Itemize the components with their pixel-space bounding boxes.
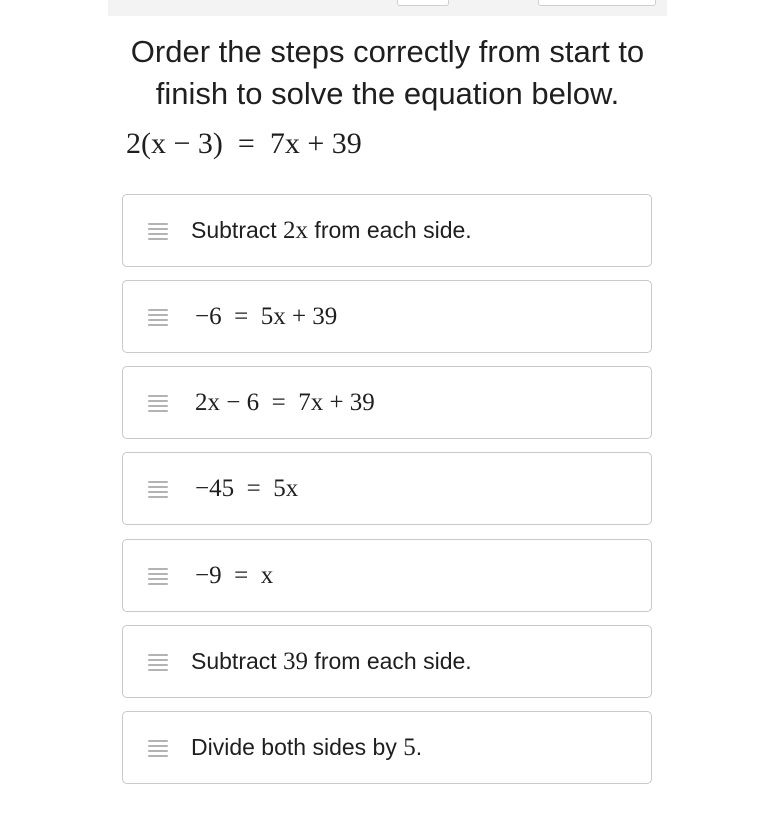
step-text bbox=[191, 195, 472, 266]
step-text bbox=[195, 453, 298, 524]
drag-handle-icon[interactable] bbox=[148, 740, 168, 757]
drag-handle-icon[interactable] bbox=[148, 223, 168, 240]
step-text-suffix: from each side. bbox=[308, 648, 472, 674]
step-math: 5 bbox=[403, 733, 416, 761]
step-text-prefix: Divide both sides by bbox=[191, 734, 404, 760]
step-card[interactable] bbox=[122, 452, 652, 525]
step-card[interactable] bbox=[122, 366, 652, 439]
step-text-prefix: Subtract bbox=[191, 648, 284, 674]
step-math: 2x bbox=[283, 216, 309, 244]
step-math: −6 = 5x + 39 bbox=[195, 302, 338, 330]
step-math: 2x − 6 = 7x + 39 bbox=[195, 388, 375, 416]
step-text-suffix: from each side. bbox=[308, 217, 472, 243]
drag-handle-icon[interactable] bbox=[148, 481, 168, 498]
drag-handle-icon[interactable] bbox=[148, 654, 168, 671]
step-math: −9 = x bbox=[195, 561, 274, 589]
step-card[interactable] bbox=[122, 625, 652, 698]
step-text-suffix: . bbox=[415, 734, 423, 760]
drag-handle-icon[interactable] bbox=[148, 568, 168, 585]
step-math: 39 bbox=[283, 647, 309, 675]
toolbar-control[interactable] bbox=[397, 0, 449, 6]
step-text bbox=[191, 712, 422, 783]
drag-handle-icon[interactable] bbox=[148, 395, 168, 412]
step-text-prefix: Subtract bbox=[191, 217, 284, 243]
question-prompt: Order the steps correctly from start to finish to solve the equation below. bbox=[130, 34, 645, 111]
step-card[interactable] bbox=[122, 539, 652, 612]
step-text bbox=[191, 626, 472, 697]
equation: 2(x − 3) = 7x + 39 bbox=[126, 127, 362, 160]
step-card[interactable] bbox=[122, 194, 652, 267]
step-math: −45 = 5x bbox=[195, 474, 299, 502]
step-text bbox=[195, 281, 337, 352]
step-text bbox=[195, 367, 375, 438]
top-toolbar bbox=[108, 0, 667, 16]
step-card[interactable] bbox=[122, 711, 652, 784]
step-text bbox=[195, 540, 273, 611]
toolbar-control[interactable] bbox=[538, 0, 656, 6]
drag-handle-icon[interactable] bbox=[148, 309, 168, 326]
step-card[interactable] bbox=[122, 280, 652, 353]
